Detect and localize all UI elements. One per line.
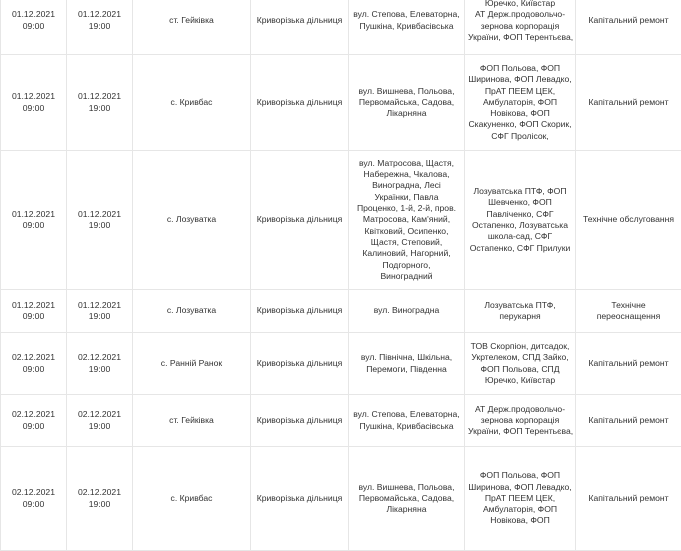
consumers-line: зернова корпорація bbox=[468, 415, 572, 426]
end-datetime-line: 01.12.2021 bbox=[70, 300, 129, 311]
start-datetime-cell bbox=[1, 151, 67, 290]
end-datetime-line: 19:00 bbox=[70, 220, 129, 231]
streets-cell bbox=[349, 333, 465, 395]
table-row bbox=[1, 290, 681, 333]
streets-line: Проценко, 1-й, 2-й, пров. bbox=[352, 203, 461, 214]
end-datetime-line: 02.12.2021 bbox=[70, 487, 129, 498]
consumers-line: ФОП Польова, ФОП bbox=[468, 470, 572, 481]
consumers-line: Скакуненко, ФОП Скорик, bbox=[468, 119, 572, 130]
work-type-cell: Капітальний ремонт bbox=[576, 395, 681, 447]
settlement-cell: с. Ранній Ранок bbox=[133, 333, 251, 395]
table-row bbox=[1, 333, 681, 395]
start-datetime-line: 01.12.2021 bbox=[4, 300, 63, 311]
consumers-line: Ширинова, ФОП Левадко, bbox=[468, 482, 572, 493]
streets-line: Подгорного, bbox=[352, 260, 461, 271]
table-row bbox=[1, 55, 681, 151]
start-datetime-line: 01.12.2021 bbox=[4, 9, 63, 20]
start-datetime-cell bbox=[1, 55, 67, 151]
end-datetime-line: 19:00 bbox=[70, 311, 129, 322]
consumers-cell bbox=[465, 447, 576, 551]
start-datetime-line: 09:00 bbox=[4, 421, 63, 432]
consumers-line: школа-сад, СФГ bbox=[468, 231, 572, 242]
consumers-line: Лозуватська ПТФ, ФОП bbox=[468, 186, 572, 197]
consumers-line: зернова корпорація bbox=[468, 21, 572, 32]
streets-cell bbox=[349, 151, 465, 290]
streets-line: Виноградний bbox=[352, 271, 461, 282]
consumers-line: ТОВ Скорпіон, дитсадок, bbox=[468, 341, 572, 352]
consumers-line: Новікова, ФОП bbox=[468, 108, 572, 119]
settlement-cell: с. Кривбас bbox=[133, 447, 251, 551]
streets-line: Калиновий, Нагорний, bbox=[352, 248, 461, 259]
consumers-line: Юречко, Київстар bbox=[468, 375, 572, 386]
end-datetime-line: 01.12.2021 bbox=[70, 209, 129, 220]
work-type-cell: Капітальний ремонт bbox=[576, 447, 681, 551]
table-body bbox=[1, 0, 681, 551]
district-cell: Криворізька дільниця bbox=[251, 55, 349, 151]
end-datetime-cell bbox=[67, 290, 133, 333]
streets-line: Первомайська, Садова, bbox=[352, 97, 461, 108]
streets-line: Квітковий, Осипенко, bbox=[352, 226, 461, 237]
end-datetime-cell bbox=[67, 395, 133, 447]
consumers-cell bbox=[465, 395, 576, 447]
start-datetime-line: 09:00 bbox=[4, 364, 63, 375]
end-datetime-cell bbox=[67, 0, 133, 55]
streets-cell bbox=[349, 55, 465, 151]
streets-line: Лікарняна bbox=[352, 108, 461, 119]
table-row bbox=[1, 151, 681, 290]
start-datetime-line: 09:00 bbox=[4, 311, 63, 322]
streets-line: Матросова, Кам'яний, bbox=[352, 214, 461, 225]
start-datetime-line: 02.12.2021 bbox=[4, 487, 63, 498]
start-datetime-line: 01.12.2021 bbox=[4, 209, 63, 220]
end-datetime-cell bbox=[67, 333, 133, 395]
consumers-line: Амбулаторія, ФОП bbox=[468, 97, 572, 108]
consumers-line: Лозуватська ПТФ, bbox=[468, 300, 572, 311]
streets-line: Щастя, Степовий, bbox=[352, 237, 461, 248]
streets-line: Первомайська, Садова, bbox=[352, 493, 461, 504]
consumers-line: Павліченко, СФГ bbox=[468, 209, 572, 220]
end-datetime-line: 02.12.2021 bbox=[70, 352, 129, 363]
consumers-cell bbox=[465, 151, 576, 290]
settlement-cell: ст. Гейківка bbox=[133, 395, 251, 447]
streets-line: вул. Степова, Елеваторна, bbox=[352, 9, 461, 20]
end-datetime-cell bbox=[67, 151, 133, 290]
work-type-cell: Капітальний ремонт bbox=[576, 333, 681, 395]
settlement-cell: с. Лозуватка bbox=[133, 290, 251, 333]
end-datetime-line: 19:00 bbox=[70, 421, 129, 432]
settlement-cell: с. Кривбас bbox=[133, 55, 251, 151]
consumers-line: Шевченко, ФОП bbox=[468, 197, 572, 208]
streets-line: вул. Вишнева, Польова, bbox=[352, 482, 461, 493]
start-datetime-line: 01.12.2021 bbox=[4, 91, 63, 102]
consumers-line: Амбулаторія, ФОП bbox=[468, 504, 572, 515]
start-datetime-line: 09:00 bbox=[4, 103, 63, 114]
table-row bbox=[1, 0, 681, 55]
end-datetime-cell bbox=[67, 447, 133, 551]
end-datetime-line: 02.12.2021 bbox=[70, 409, 129, 420]
consumers-line: ПрАТ ПЕЕМ ЦЕК, bbox=[468, 86, 572, 97]
end-datetime-line: 01.12.2021 bbox=[70, 9, 129, 20]
end-datetime-line: 19:00 bbox=[70, 499, 129, 510]
district-cell: Криворізька дільниця bbox=[251, 333, 349, 395]
consumers-line: Новікова, ФОП bbox=[468, 515, 572, 526]
streets-cell bbox=[349, 395, 465, 447]
consumers-line: СФГ Пролісок, bbox=[468, 131, 572, 142]
start-datetime-line: 09:00 bbox=[4, 499, 63, 510]
start-datetime-line: 09:00 bbox=[4, 220, 63, 231]
consumers-line: Укртелеком, СПД Зайко, bbox=[468, 352, 572, 363]
streets-line: вул. Виноградна bbox=[352, 305, 461, 316]
streets-line: Перемоги, Південна bbox=[352, 364, 461, 375]
work-type-cell: Капітальний ремонт bbox=[576, 55, 681, 151]
streets-cell bbox=[349, 447, 465, 551]
consumers-line: АТ Держ.продовольчо- bbox=[468, 9, 572, 20]
consumers-cell bbox=[465, 0, 576, 55]
consumers-cell bbox=[465, 55, 576, 151]
end-datetime-cell bbox=[67, 55, 133, 151]
streets-cell bbox=[349, 0, 465, 55]
district-cell: Криворізька дільниця bbox=[251, 0, 349, 55]
streets-line: Набережна, Чкалова, bbox=[352, 169, 461, 180]
start-datetime-line: 02.12.2021 bbox=[4, 409, 63, 420]
streets-line: Пушкіна, Кривбасівська bbox=[352, 21, 461, 32]
district-cell: Криворізька дільниця bbox=[251, 290, 349, 333]
work-type-cell: Капітальний ремонт bbox=[576, 0, 681, 55]
consumers-cell bbox=[465, 290, 576, 333]
district-cell: Криворізька дільниця bbox=[251, 151, 349, 290]
district-cell: Криворізька дільниця bbox=[251, 395, 349, 447]
table-row bbox=[1, 447, 681, 551]
settlement-cell: с. Лозуватка bbox=[133, 151, 251, 290]
consumers-line: Юречко, Київстар bbox=[468, 0, 572, 9]
start-datetime-line: 09:00 bbox=[4, 21, 63, 32]
consumers-line: ПрАТ ПЕЕМ ЦЕК, bbox=[468, 493, 572, 504]
consumers-line: Остапенко, Лозуватська bbox=[468, 220, 572, 231]
settlement-cell: ст. Гейківка bbox=[133, 0, 251, 55]
consumers-cell bbox=[465, 333, 576, 395]
streets-line: вул. Вишнева, Польова, bbox=[352, 86, 461, 97]
streets-line: вул. Степова, Елеваторна, bbox=[352, 409, 461, 420]
consumers-line: Ширинова, ФОП Левадко, bbox=[468, 74, 572, 85]
streets-cell bbox=[349, 290, 465, 333]
end-datetime-line: 01.12.2021 bbox=[70, 91, 129, 102]
start-datetime-line: 02.12.2021 bbox=[4, 352, 63, 363]
consumers-line: АТ Держ.продовольчо- bbox=[468, 404, 572, 415]
consumers-line: перукарня bbox=[468, 311, 572, 322]
consumers-line: України, ФОП Терентьєва, bbox=[468, 32, 572, 43]
streets-line: Лікарняна bbox=[352, 504, 461, 515]
start-datetime-cell bbox=[1, 0, 67, 55]
start-datetime-cell bbox=[1, 447, 67, 551]
consumers-line: ФОП Польова, ФОП bbox=[468, 63, 572, 74]
consumers-line: України, ФОП Терентьєва, bbox=[468, 426, 572, 437]
end-datetime-line: 19:00 bbox=[70, 364, 129, 375]
start-datetime-cell bbox=[1, 290, 67, 333]
consumers-line: Остапенко, СФГ Прилуки bbox=[468, 243, 572, 254]
work-type-cell: Технічне обслуговання bbox=[576, 151, 681, 290]
streets-line: Пушкіна, Кривбасівська bbox=[352, 421, 461, 432]
district-cell: Криворізька дільниця bbox=[251, 447, 349, 551]
start-datetime-cell bbox=[1, 333, 67, 395]
table-row bbox=[1, 395, 681, 447]
work-type-cell: Технічне переоснащення bbox=[576, 290, 681, 333]
streets-line: Українки, Павла bbox=[352, 192, 461, 203]
start-datetime-cell bbox=[1, 395, 67, 447]
end-datetime-line: 19:00 bbox=[70, 103, 129, 114]
consumers-line: ФОП Польова, СПД bbox=[468, 364, 572, 375]
streets-line: вул. Північна, Шкільна, bbox=[352, 352, 461, 363]
streets-line: вул. Матросова, Щастя, bbox=[352, 158, 461, 169]
end-datetime-line: 19:00 bbox=[70, 21, 129, 32]
streets-line: Виноградна, Лесі bbox=[352, 180, 461, 191]
